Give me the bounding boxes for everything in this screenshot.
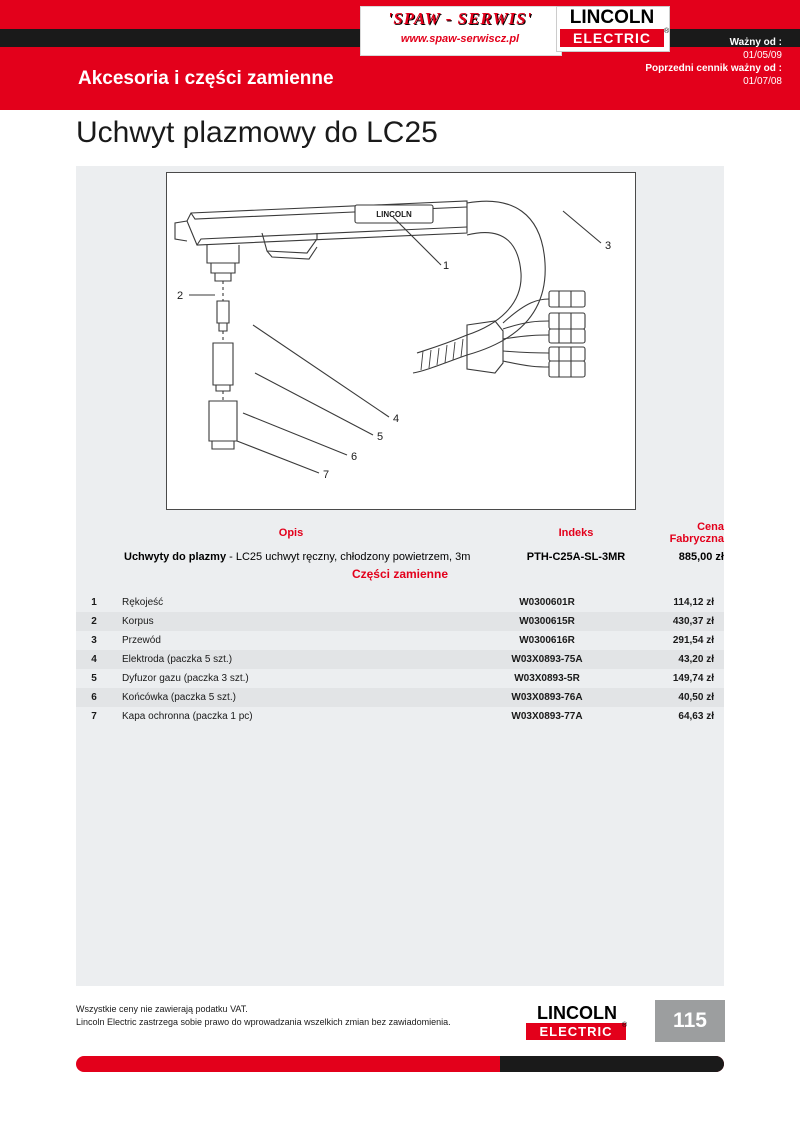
table-row [76,707,724,726]
part-price: 430,37 zł [672,616,714,627]
callout-7: 7 [323,469,330,481]
table-row [76,593,724,612]
part-number: 4 [91,654,97,665]
section-kicker: Akcesoria i części zamienne [78,68,334,89]
main-table-row [76,548,724,566]
spaw-serwis-logo: 'SPAW - SERWIS' [387,9,533,28]
table-row [76,612,724,631]
part-number: 3 [91,635,97,646]
col-header-index: Indeks [558,527,594,539]
main-product-table [76,518,724,566]
part-index: W0300601R [519,597,575,608]
page-number: 115 [655,1000,725,1042]
callout-4: 4 [393,413,400,425]
part-index: W0300616R [519,635,575,646]
valid-from-date: 01/05/09 [743,50,782,61]
part-name: Dyfuzor gazu (paczka 3 szt.) [122,673,249,684]
product-price: 885,00 zł [678,551,724,563]
registered-trademark-icon-header: ® [664,28,670,35]
part-name: Rękojeść [122,597,164,608]
lincoln-wordmark-footer: LINCOLN [537,1003,617,1023]
part-index: W0300615R [519,616,575,627]
lincoln-electric-badge-footer: ELECTRIC [526,1023,626,1040]
page-title: Uchwyt plazmowy do LC25 [76,116,438,149]
header-black-bar-left [0,29,370,47]
product-name-rest: - LC25 uchwyt ręczny, chłodzony powietrzem, 3m [226,551,471,563]
part-number: 7 [91,711,97,722]
footer-band-black [500,1056,724,1072]
table-row [76,631,724,650]
callout-5: 5 [377,431,384,443]
part-number: 5 [91,673,97,684]
part-price: 43,20 zł [678,654,714,665]
part-number: 1 [91,597,97,608]
part-name: Przewód [122,635,161,646]
spare-parts-heading: Części zamienne [351,567,449,581]
svg-text:LINCOLN: LINCOLN [376,210,412,219]
part-index: W03X0893-75A [511,654,583,665]
product-description [76,548,506,566]
product-name-bold: Uchwyty do plazmy [124,551,227,563]
previous-price-date: 01/07/08 [743,76,782,87]
callout-6: 6 [351,451,358,463]
registered-trademark-icon-footer: ® [622,1022,628,1029]
footer-note-line-1: Wszystkie ceny nie zawierają podatku VAT. [76,1004,248,1014]
table-row [76,669,724,688]
col-header-price: Cena Fabryczna [669,521,724,545]
part-name: Elektroda (paczka 5 szt.) [122,654,233,665]
part-price: 149,74 zł [672,673,714,684]
spaw-serwis-url[interactable]: www.spaw-serwiscz.pl [400,33,520,45]
previous-price-label: Poprzedni cennik ważny od : [645,63,782,74]
part-name: Końcówka (paczka 5 szt.) [122,692,236,703]
product-index: PTH-C25A-SL-3MR [526,551,626,563]
validity-dates [645,36,782,88]
product-figure [166,172,636,510]
lincoln-electric-badge-header: ELECTRIC [560,29,664,47]
callout-2: 2 [177,290,184,302]
spare-parts-body [76,593,724,726]
part-index: W03X0893-76A [511,692,583,703]
lincoln-logo-footer [523,1002,631,1042]
part-price: 291,54 zł [672,635,714,646]
part-index: W03X0893-77A [511,711,583,722]
callout-1: 1 [443,260,450,272]
part-price: 40,50 zł [678,692,714,703]
part-index: W03X0893-5R [514,673,580,684]
footer-disclaimer [76,1003,451,1029]
callout-3: 3 [605,240,612,252]
part-number: 6 [91,692,97,703]
part-name: Korpus [122,616,154,627]
footer-note-line-2: Lincoln Electric zastrzega sobie prawo do wprowadzania wszelkich zmian bez zawiadomienia. [76,1017,451,1027]
plasma-torch-diagram [167,173,635,509]
spare-parts-table [76,593,724,726]
table-row [76,688,724,707]
part-price: 64,63 zł [678,711,714,722]
lincoln-wordmark-header: LINCOLN [569,7,655,28]
valid-from-label: Ważny od : [729,37,782,48]
table-row [76,650,724,669]
col-header-description: Opis [278,527,304,539]
part-number: 2 [91,616,97,627]
main-table-header-row [76,518,724,548]
part-name: Kapa ochronna (paczka 1 pc) [122,711,253,722]
part-price: 114,12 zł [673,597,714,608]
